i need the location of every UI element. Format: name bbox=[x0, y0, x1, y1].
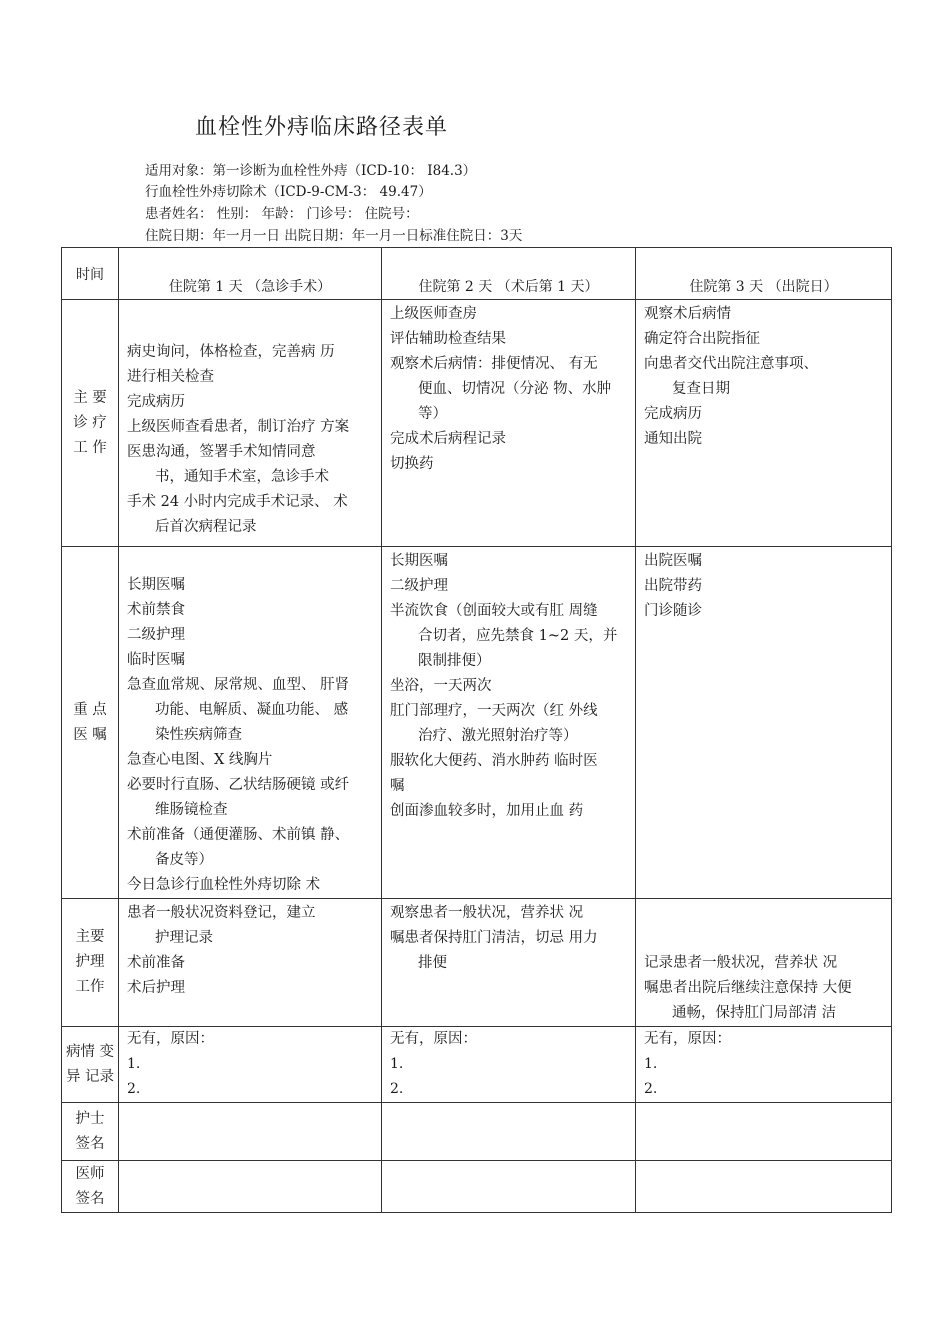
list-item: 服软化大便药、消水肿药 临时医 bbox=[390, 753, 598, 769]
variance-item: 1. bbox=[390, 1056, 404, 1072]
list-item: 复查日期 bbox=[672, 381, 730, 397]
list-item: 嘱 bbox=[390, 778, 405, 794]
variance-row bbox=[62, 1027, 892, 1103]
list-item: 备皮等） bbox=[155, 852, 213, 868]
row-label-line: 重 点 bbox=[73, 701, 107, 718]
variance-reason: 无有，原因： bbox=[390, 1031, 477, 1047]
header-row bbox=[62, 248, 892, 300]
list-item: 长期医嘱 bbox=[127, 577, 185, 593]
variance-day1 bbox=[119, 1027, 382, 1103]
row-label-line: 医师 bbox=[75, 1165, 105, 1182]
list-item: 术前禁食 bbox=[127, 602, 185, 618]
list-item: 维肠镜检查 bbox=[155, 802, 228, 818]
row-label-line: 护士 bbox=[75, 1110, 105, 1127]
list-item: 观察术后病情：排便情况、 有无 bbox=[390, 356, 598, 372]
list-item: 急查心电图、X 线胸片 bbox=[127, 752, 273, 768]
row-label-line: 主要 bbox=[75, 929, 105, 945]
list-item: 进行相关检查 bbox=[127, 369, 214, 385]
list-item: 门诊随诊 bbox=[644, 603, 702, 619]
row-label-line: 工作 bbox=[75, 979, 105, 995]
list-item: 上级医师查房 bbox=[390, 306, 477, 322]
list-item: 完成术后病程记录 bbox=[390, 431, 506, 447]
list-item: 书，通知手术室，急诊手术 bbox=[155, 469, 329, 485]
main-work-day1 bbox=[119, 300, 382, 547]
list-item: 等） bbox=[418, 406, 447, 422]
list-item: 术后护理 bbox=[127, 980, 185, 996]
list-item: 患者一般状况资料登记，建立 bbox=[127, 905, 316, 921]
list-item: 二级护理 bbox=[390, 578, 448, 594]
variance-reason: 无有，原因： bbox=[644, 1031, 731, 1047]
list-item: 嘱患者保持肛门清洁，切忌 用力 bbox=[390, 930, 598, 946]
list-item: 出院医嘱 bbox=[644, 553, 702, 569]
doctor-sign-day2[interactable] bbox=[382, 1161, 636, 1213]
day1-header: 住院第 1 天 （急诊手术） bbox=[119, 248, 382, 300]
patient-fields: 患者姓名： 性别： 年龄： 门诊号： 住院号： bbox=[145, 206, 419, 222]
list-item: 观察患者一般状况，营养状 况 bbox=[390, 905, 584, 921]
orders-day1 bbox=[119, 547, 382, 899]
variance-label bbox=[62, 1027, 119, 1103]
clinical-pathway-table bbox=[61, 247, 892, 1213]
orders-day2 bbox=[382, 547, 636, 899]
nurse-sign-day1[interactable] bbox=[119, 1103, 382, 1161]
list-item: 切换药 bbox=[390, 456, 434, 472]
orders-row bbox=[62, 547, 892, 899]
main-work-day3 bbox=[636, 300, 892, 547]
list-item: 通知出院 bbox=[644, 431, 702, 447]
row-label-line: 主 要 bbox=[73, 389, 107, 406]
list-item: 急查血常规、尿常规、血型、 肝肾 bbox=[127, 677, 350, 693]
variance-item: 2. bbox=[644, 1081, 658, 1097]
list-item: 排便 bbox=[418, 955, 447, 971]
row-label-line: 医 嘱 bbox=[73, 726, 107, 743]
applicable-object: 适用对象：第一诊断为血栓性外痔（ICD-10： I84.3） bbox=[145, 163, 477, 179]
list-item: 坐浴，一天两次 bbox=[390, 678, 492, 694]
nursing-day3 bbox=[636, 899, 892, 1027]
list-item: 记录患者一般状况，营养状 况 bbox=[644, 955, 838, 971]
list-item: 长期医嘱 bbox=[390, 553, 448, 569]
doctor-sign-row bbox=[62, 1161, 892, 1213]
list-item: 通畅，保持肛门局部清 洁 bbox=[672, 1005, 837, 1021]
list-item: 便血、切情况（分泌 物、水肿 bbox=[418, 381, 612, 397]
list-item: 半流饮食（创面较大或有肛 周缝 bbox=[390, 603, 598, 619]
list-item: 术前准备 bbox=[127, 955, 185, 971]
list-item: 限制排便） bbox=[418, 653, 491, 669]
row-label-line: 病情 变 bbox=[65, 1043, 115, 1060]
nurse-sign-row bbox=[62, 1103, 892, 1161]
list-item: 出院带药 bbox=[644, 578, 702, 594]
variance-item: 2. bbox=[127, 1081, 141, 1097]
orders-label bbox=[62, 547, 119, 899]
nurse-sign-label bbox=[62, 1103, 119, 1161]
row-label-line: 诊 疗 bbox=[73, 414, 107, 431]
list-item: 临时医嘱 bbox=[127, 652, 185, 668]
list-item: 创面渗血较多时，加用止血 药 bbox=[390, 803, 584, 819]
doctor-sign-day1[interactable] bbox=[119, 1161, 382, 1213]
nursing-label bbox=[62, 899, 119, 1027]
list-item: 观察术后病情 bbox=[644, 306, 731, 322]
list-item: 功能、电解质、凝血功能、 感 bbox=[155, 702, 349, 718]
doctor-sign-label bbox=[62, 1161, 119, 1213]
main-work-label bbox=[62, 300, 119, 547]
list-item: 上级医师查看患者，制订治疗 方案 bbox=[127, 419, 350, 435]
variance-day2 bbox=[382, 1027, 636, 1103]
list-item: 护理记录 bbox=[155, 930, 213, 946]
orders-day3 bbox=[636, 547, 892, 899]
nursing-day1 bbox=[119, 899, 382, 1027]
variance-day3 bbox=[636, 1027, 892, 1103]
main-work-row bbox=[62, 300, 892, 547]
list-item: 医患沟通，签署手术知情同意 bbox=[127, 444, 316, 460]
row-label-line: 护理 bbox=[75, 954, 105, 970]
day3-header: 住院第 3 天 （出院日） bbox=[636, 248, 892, 300]
row-label-line: 签名 bbox=[75, 1190, 105, 1207]
list-item: 病史询问，体格检查，完善病 历 bbox=[127, 344, 335, 360]
doctor-sign-day3[interactable] bbox=[636, 1161, 892, 1213]
list-item: 今日急诊行血栓性外痔切除 术 bbox=[127, 877, 321, 893]
admission-dates: 住院日期：年一月一日 出院日期：年一月一日标准住院日：3天 bbox=[145, 228, 523, 244]
document-title: 血栓性外痔临床路径表单 bbox=[195, 115, 449, 140]
variance-item: 1. bbox=[127, 1056, 141, 1072]
nurse-sign-day3[interactable] bbox=[636, 1103, 892, 1161]
list-item: 治疗、激光照射治疗等） bbox=[418, 728, 578, 744]
nursing-day2 bbox=[382, 899, 636, 1027]
nursing-row bbox=[62, 899, 892, 1027]
list-item: 向患者交代出院注意事项、 bbox=[644, 356, 818, 372]
variance-reason: 无有，原因： bbox=[127, 1031, 214, 1047]
list-item: 必要时行直肠、乙状结肠硬镜 或纤 bbox=[127, 777, 350, 793]
row-label-line: 签名 bbox=[75, 1135, 105, 1152]
list-item: 完成病历 bbox=[127, 394, 185, 410]
row-label-line: 工 作 bbox=[73, 439, 107, 456]
nurse-sign-day2[interactable] bbox=[382, 1103, 636, 1161]
list-item: 完成病历 bbox=[644, 406, 702, 422]
variance-item: 1. bbox=[644, 1056, 658, 1072]
list-item: 后首次病程记录 bbox=[155, 519, 257, 535]
list-item: 嘱患者出院后继续注意保持 大便 bbox=[644, 980, 852, 996]
time-header: 时间 bbox=[62, 248, 119, 300]
row-label-line: 异 记录 bbox=[65, 1068, 115, 1085]
procedure-line: 行血栓性外痔切除术（ICD-9-CM-3： 49.47） bbox=[145, 184, 432, 200]
variance-item: 2. bbox=[390, 1081, 404, 1097]
list-item: 确定符合出院指征 bbox=[644, 331, 760, 347]
main-work-day2 bbox=[382, 300, 636, 547]
list-item: 合切者，应先禁食 1~2 天，并 bbox=[418, 628, 618, 644]
list-item: 染性疾病筛查 bbox=[155, 727, 242, 743]
list-item: 二级护理 bbox=[127, 627, 185, 643]
list-item: 评估辅助检查结果 bbox=[390, 331, 506, 347]
list-item: 肛门部理疗，一天两次（红 外线 bbox=[390, 703, 598, 719]
list-item: 手术 24 小时内完成手术记录、 术 bbox=[127, 494, 348, 510]
day2-header: 住院第 2 天 （术后第 1 天） bbox=[382, 248, 636, 300]
list-item: 术前准备（通便灌肠、术前镇 静、 bbox=[127, 827, 350, 843]
